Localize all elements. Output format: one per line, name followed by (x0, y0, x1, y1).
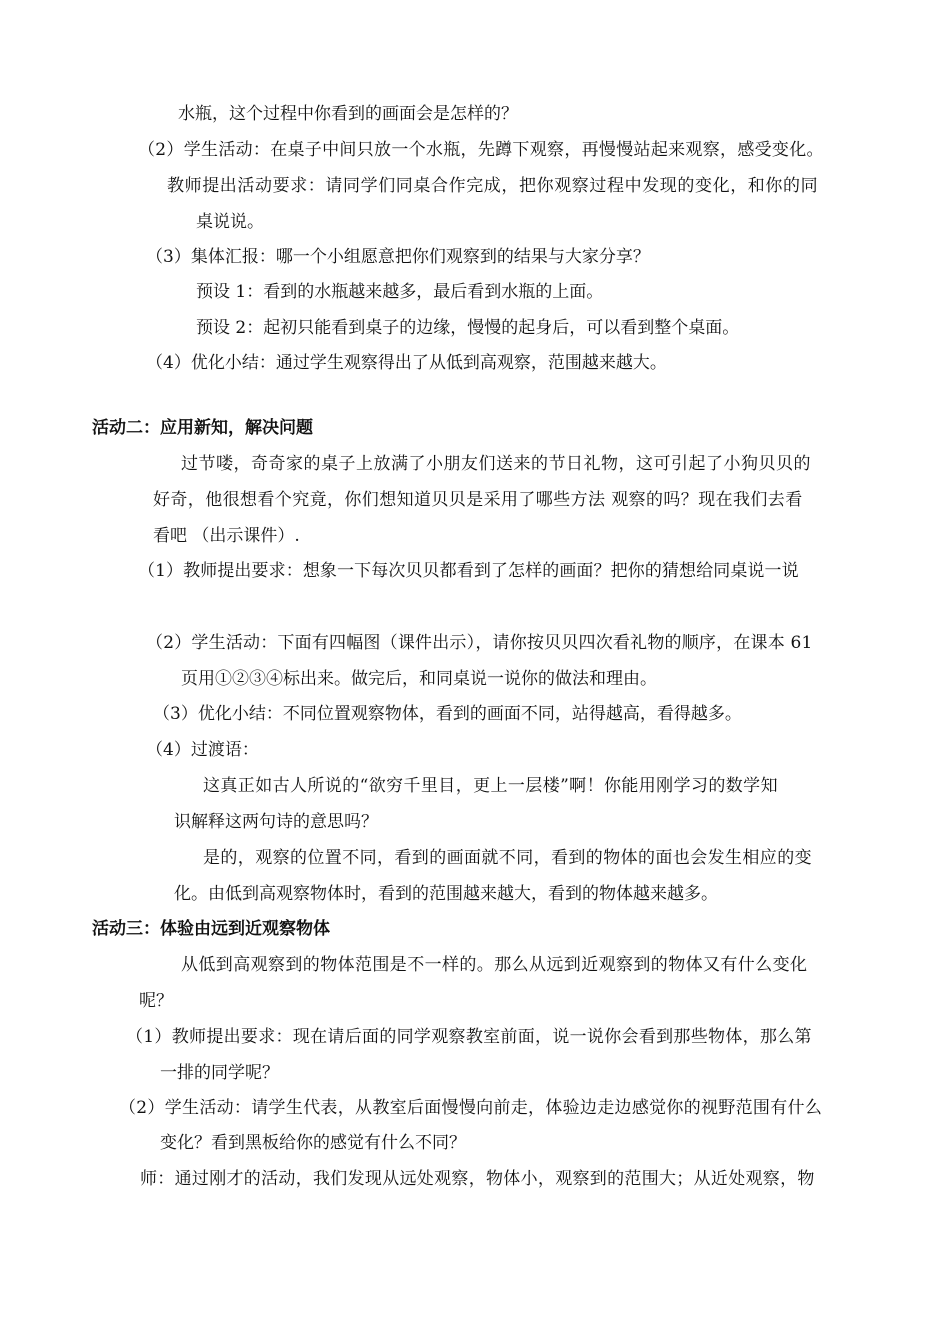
text-line: 预设 2：起初只能看到桌子的边缘，慢慢的起身后，可以看到整个桌面。 (196, 318, 740, 338)
text-line: （3）集体汇报：哪一个小组愿意把你们观察到的结果与大家分享？ (146, 247, 650, 267)
text-line: 是的，观察的位置不同，看到的画面就不同，看到的物体的面也会发生相应的变 (203, 848, 812, 868)
text-line: 一排的同学呢？ (160, 1063, 279, 1083)
text-line: 桌说说。 (196, 212, 264, 232)
text-line: 呢？ (139, 991, 173, 1011)
section-heading: 活动三：体验由远到近观察物体 (92, 919, 330, 939)
text-line: 识解释这两句诗的意思吗？ (174, 812, 378, 832)
text-line: （1）教师提出要求：想象一下每次贝贝都看到了怎样的画面？把你的猜想给同桌说一说 (138, 561, 799, 581)
text-line: 页用①②③④标出来。做完后，和同桌说一说你的做法和理由。 (181, 669, 657, 689)
text-line: 过节喽，奇奇家的桌子上放满了小朋友们送来的节日礼物，这可引起了小狗贝贝的 (181, 454, 811, 474)
text-line: （2）学生活动：请学生代表，从教室后面慢慢向前走，体验边走边感觉你的视野范围有什么 (119, 1098, 823, 1118)
text-line: （4）过渡语： (146, 740, 259, 760)
text-line: 预设 1：看到的水瓶越来越多，最后看到水瓶的上面。 (196, 282, 604, 302)
text-line: （3）优化小结：不同位置观察物体，看到的画面不同，站得越高，看得越多。 (153, 704, 742, 724)
text-line: 从低到高观察到的物体范围是不一样的。那么从远到近观察到的物体又有什么变化 (181, 955, 808, 975)
text-line: 教师提出活动要求：请同学们同桌合作完成，把你观察过程中发现的变化，和你的同 (167, 176, 819, 196)
text-line: 化。由低到高观察物体时，看到的范围越来越大，看到的物体越来越多。 (174, 884, 718, 904)
text-line: 看吧 （出示课件）. (153, 526, 300, 546)
text-line: 变化？看到黑板给你的感觉有什么不同？ (160, 1133, 466, 1153)
text-line: （4）优化小结：通过学生观察得出了从低到高观察，范围越来越大。 (146, 353, 667, 373)
text-line: （2）学生活动：在桌子中间只放一个水瓶，先蹲下观察，再慢慢站起来观察，感受变化。 (138, 140, 824, 160)
text-line: 水瓶，这个过程中你看到的画面会是怎样的？ (178, 104, 518, 124)
text-line: （2）学生活动：下面有四幅图（课件出示），请你按贝贝四次看礼物的顺序，在课本 61 (146, 633, 813, 653)
text-line: 好奇，他很想看个究竟，你们想知道贝贝是采用了哪些方法 观察的吗？现在我们去看 (153, 490, 803, 510)
text-line: 师：通过刚才的活动，我们发现从远处观察，物体小，观察到的范围大；从近处观察，物 (140, 1169, 815, 1189)
text-line: （1）教师提出要求：现在请后面的同学观察教室前面，说一说你会看到那些物体，那么第 (126, 1027, 812, 1047)
text-line: 这真正如古人所说的“欲穷千里目，更上一层楼”啊！你能用刚学习的数学知 (203, 776, 778, 796)
section-heading: 活动二：应用新知，解决问题 (92, 418, 313, 438)
